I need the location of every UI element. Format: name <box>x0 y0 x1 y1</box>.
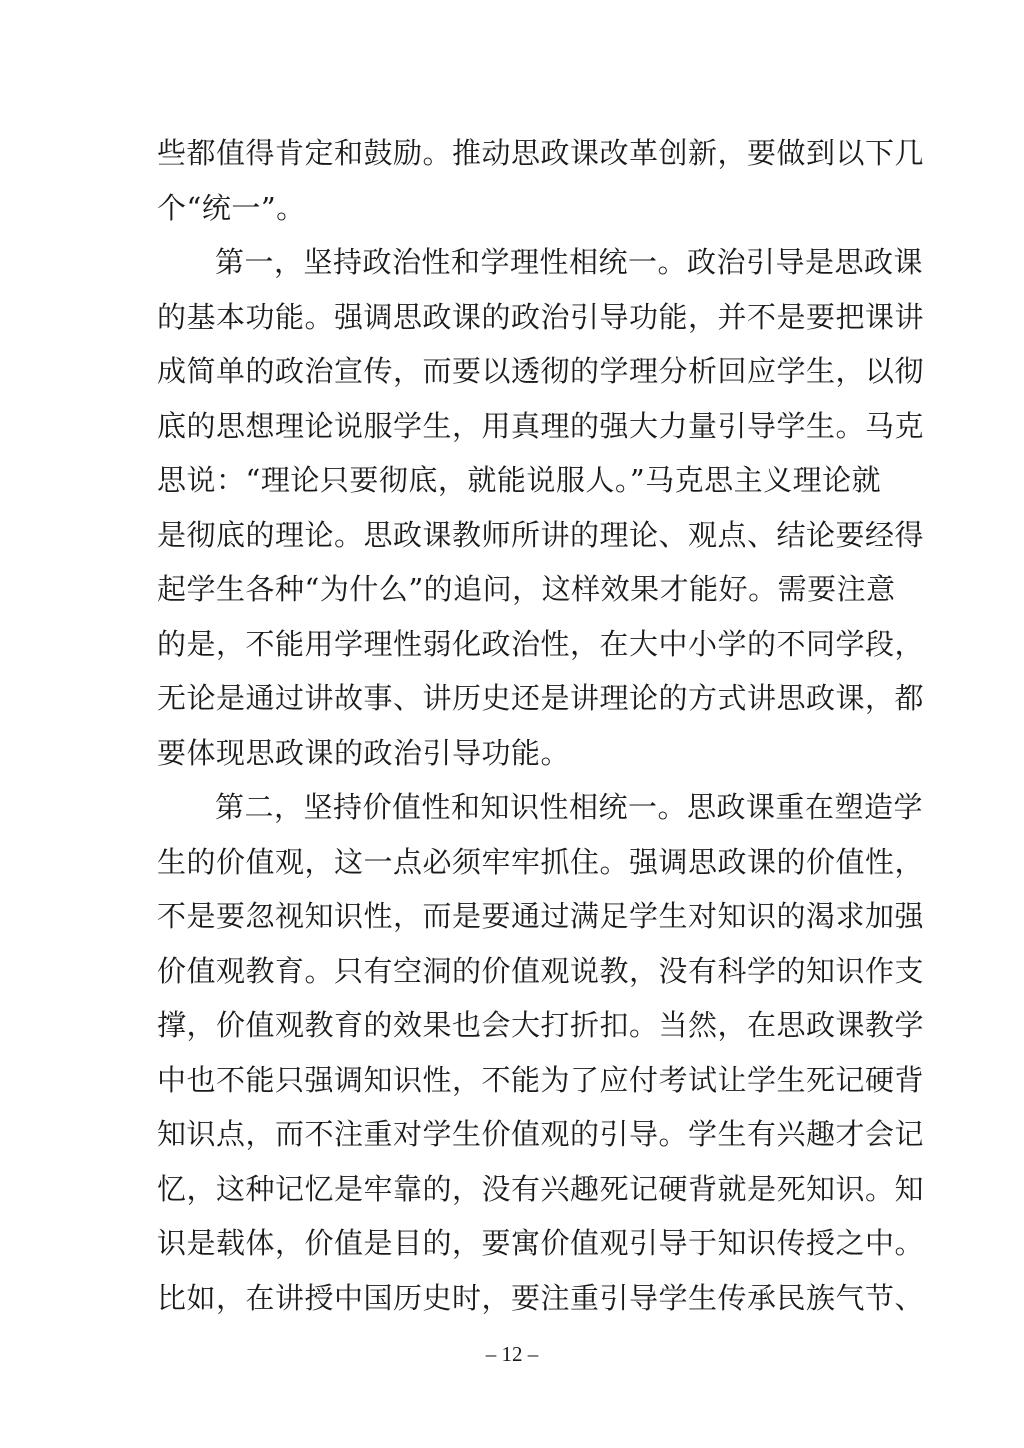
paragraph-first-line: 第二，坚持价值性和知识性相统一。思政课重在塑造学 <box>215 790 924 824</box>
text-line: 底的思想理论说服学生，用真理的强大力量引导学生。马克 <box>157 408 925 443</box>
text-line: 些都值得肯定和鼓励。推动思政课改革创新，要做到以下几 <box>157 136 925 170</box>
text-line: 思说：“理论只要彻底，就能说服人。”马克思主义理论就 <box>157 463 882 497</box>
text-line: 知识点，而不注重对学生价值观的引导。学生有兴趣才会记 <box>157 1117 925 1151</box>
text-line: 的基本功能。强调思政课的政治引导功能，并不是要把课讲 <box>157 299 925 334</box>
text-line: 忆，这种记忆是牢靠的，没有兴趣死记硬背就是死知识。知 <box>157 1171 925 1206</box>
text-line: 要体现思政课的政治引导功能。 <box>157 735 571 770</box>
text-line: 是彻底的理论。思政课教师所讲的理论、观点、结论要经得 <box>157 517 925 552</box>
text-line: 生的价值观，这一点必须牢牢抓住。强调思政课的价值性， <box>157 844 925 879</box>
text-line: 的是，不能用学理性弱化政治性，在大中小学的不同学段， <box>157 626 925 661</box>
text-line: 撑，价值观教育的效果也会大打折扣。当然，在思政课教学 <box>157 1008 925 1042</box>
text-line: 成简单的政治宣传，而要以透彻的学理分析回应学生，以彻 <box>157 354 925 388</box>
page-number: – 12 – <box>485 1342 539 1366</box>
text-line: 中也不能只强调知识性，不能为了应付考试让学生死记硬背 <box>157 1062 925 1097</box>
text-line: 识是载体，价值是目的，要寓价值观引导于知识传授之中。 <box>157 1226 925 1260</box>
text-line: 价值观教育。只有空洞的价值观说教，没有科学的知识作支 <box>157 953 925 988</box>
text-line: 比如，在讲授中国历史时，要注重引导学生传承民族气节、 <box>157 1280 925 1315</box>
body-text <box>157 126 925 1325</box>
text-line: 起学生各种“为什么”的追问，这样效果才能好。需要注意 <box>157 572 896 606</box>
text-line: 个“统一”。 <box>157 190 306 225</box>
text-line: 无论是通过讲故事、讲历史还是讲理论的方式讲思政课，都 <box>157 681 925 715</box>
paragraph-first-line: 第一，坚持政治性和学理性相统一。政治引导是思政课 <box>215 245 924 279</box>
text-line: 不是要忽视知识性，而是要通过满足学生对知识的渴求加强 <box>157 899 925 933</box>
